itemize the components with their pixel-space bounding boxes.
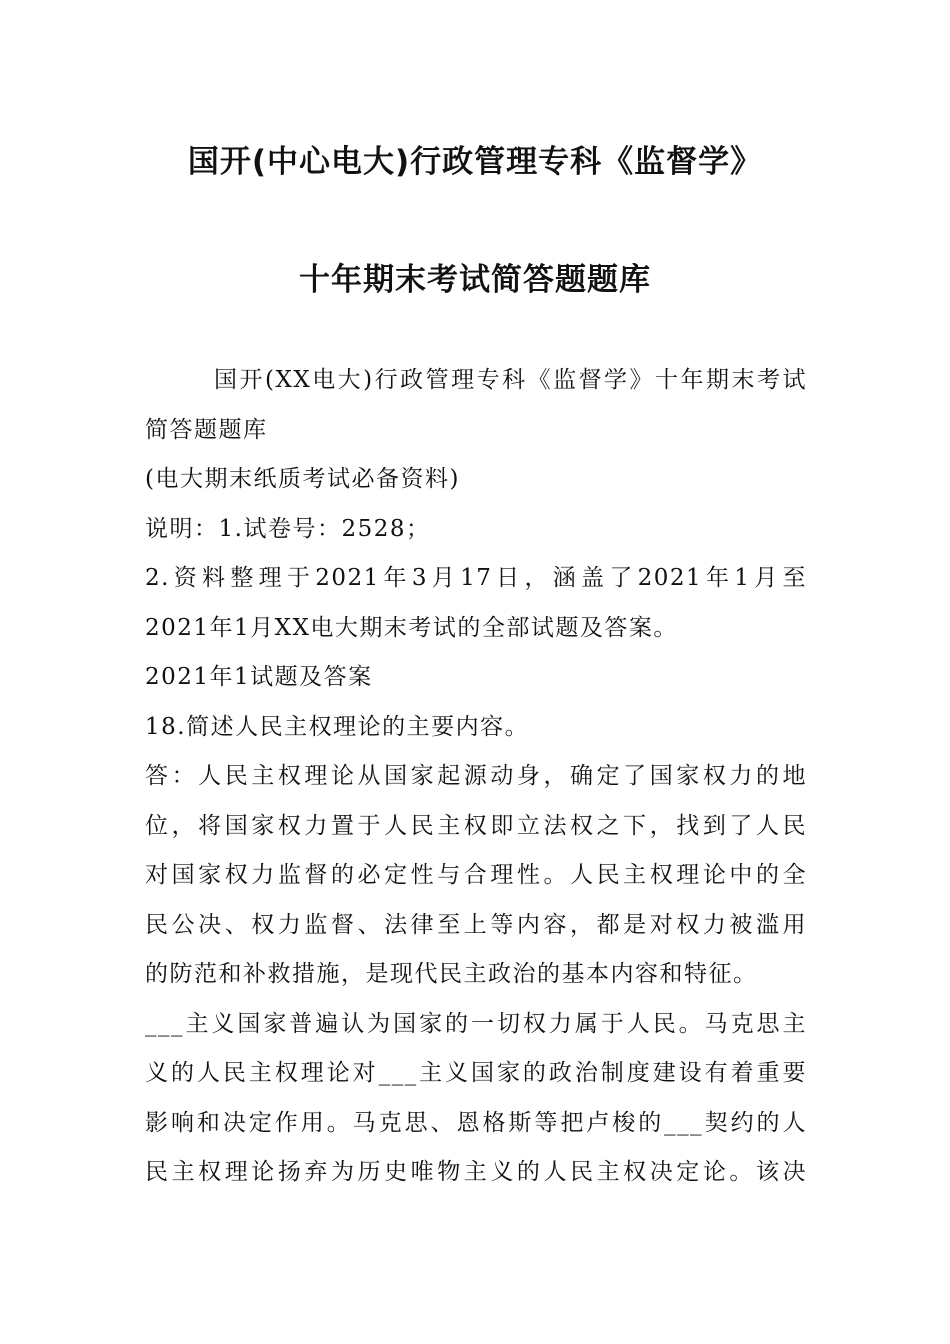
answer-line: ___主义国家普遍认为国家的一切权力属于人民。马克思主: [145, 1010, 807, 1037]
question-line: 18.简述人民主权理论的主要内容。: [145, 713, 530, 740]
document-title-line-1: 国开(中心电大)行政管理专科《监督学》: [187, 144, 763, 180]
answer-line: 位，将国家权力置于人民主权即立法权之下，找到了人民: [145, 812, 807, 839]
note-line: 2.资料整理于2021年3月17日，涵盖了2021年1月至: [145, 565, 807, 591]
note-line: 2021年1月XX电大期末考试的全部试题及答案。: [145, 614, 678, 641]
answer-line: 民主权理论扬弃为历史唯物主义的人民主权决定论。该决: [145, 1159, 807, 1185]
document-body: [145, 356, 807, 1198]
answer-line: 民公决、权力监督、法律至上等内容，都是对权力被滥用: [145, 911, 807, 938]
intro-paragraph-line: 简答题题库: [145, 416, 268, 443]
answer-line: 答：人民主权理论从国家起源动身，确定了国家权力的地: [145, 763, 807, 789]
intro-paragraph-line: 国开(XX电大)行政管理专科《监督学》十年期末考试: [214, 367, 807, 393]
note-line: 说明：1.试卷号：2528；: [145, 515, 431, 542]
answer-line: 义的人民主权理论对___主义国家的政治制度建设有着重要: [145, 1060, 807, 1086]
source-note: (电大期末纸质考试必备资料): [145, 466, 460, 492]
document-title-line-2: 十年期末考试简答题题库: [299, 262, 651, 298]
answer-line: 影响和决定作用。马克思、恩格斯等把卢梭的___契约的人: [145, 1109, 807, 1136]
answer-line: 对国家权力监督的必定性与合理性。人民主权理论中的全: [145, 862, 807, 888]
answer-line: 的防范和补救措施，是现代民主政治的基本内容和特征。: [145, 961, 758, 987]
section-heading: 2021年1试题及答案: [145, 664, 373, 690]
